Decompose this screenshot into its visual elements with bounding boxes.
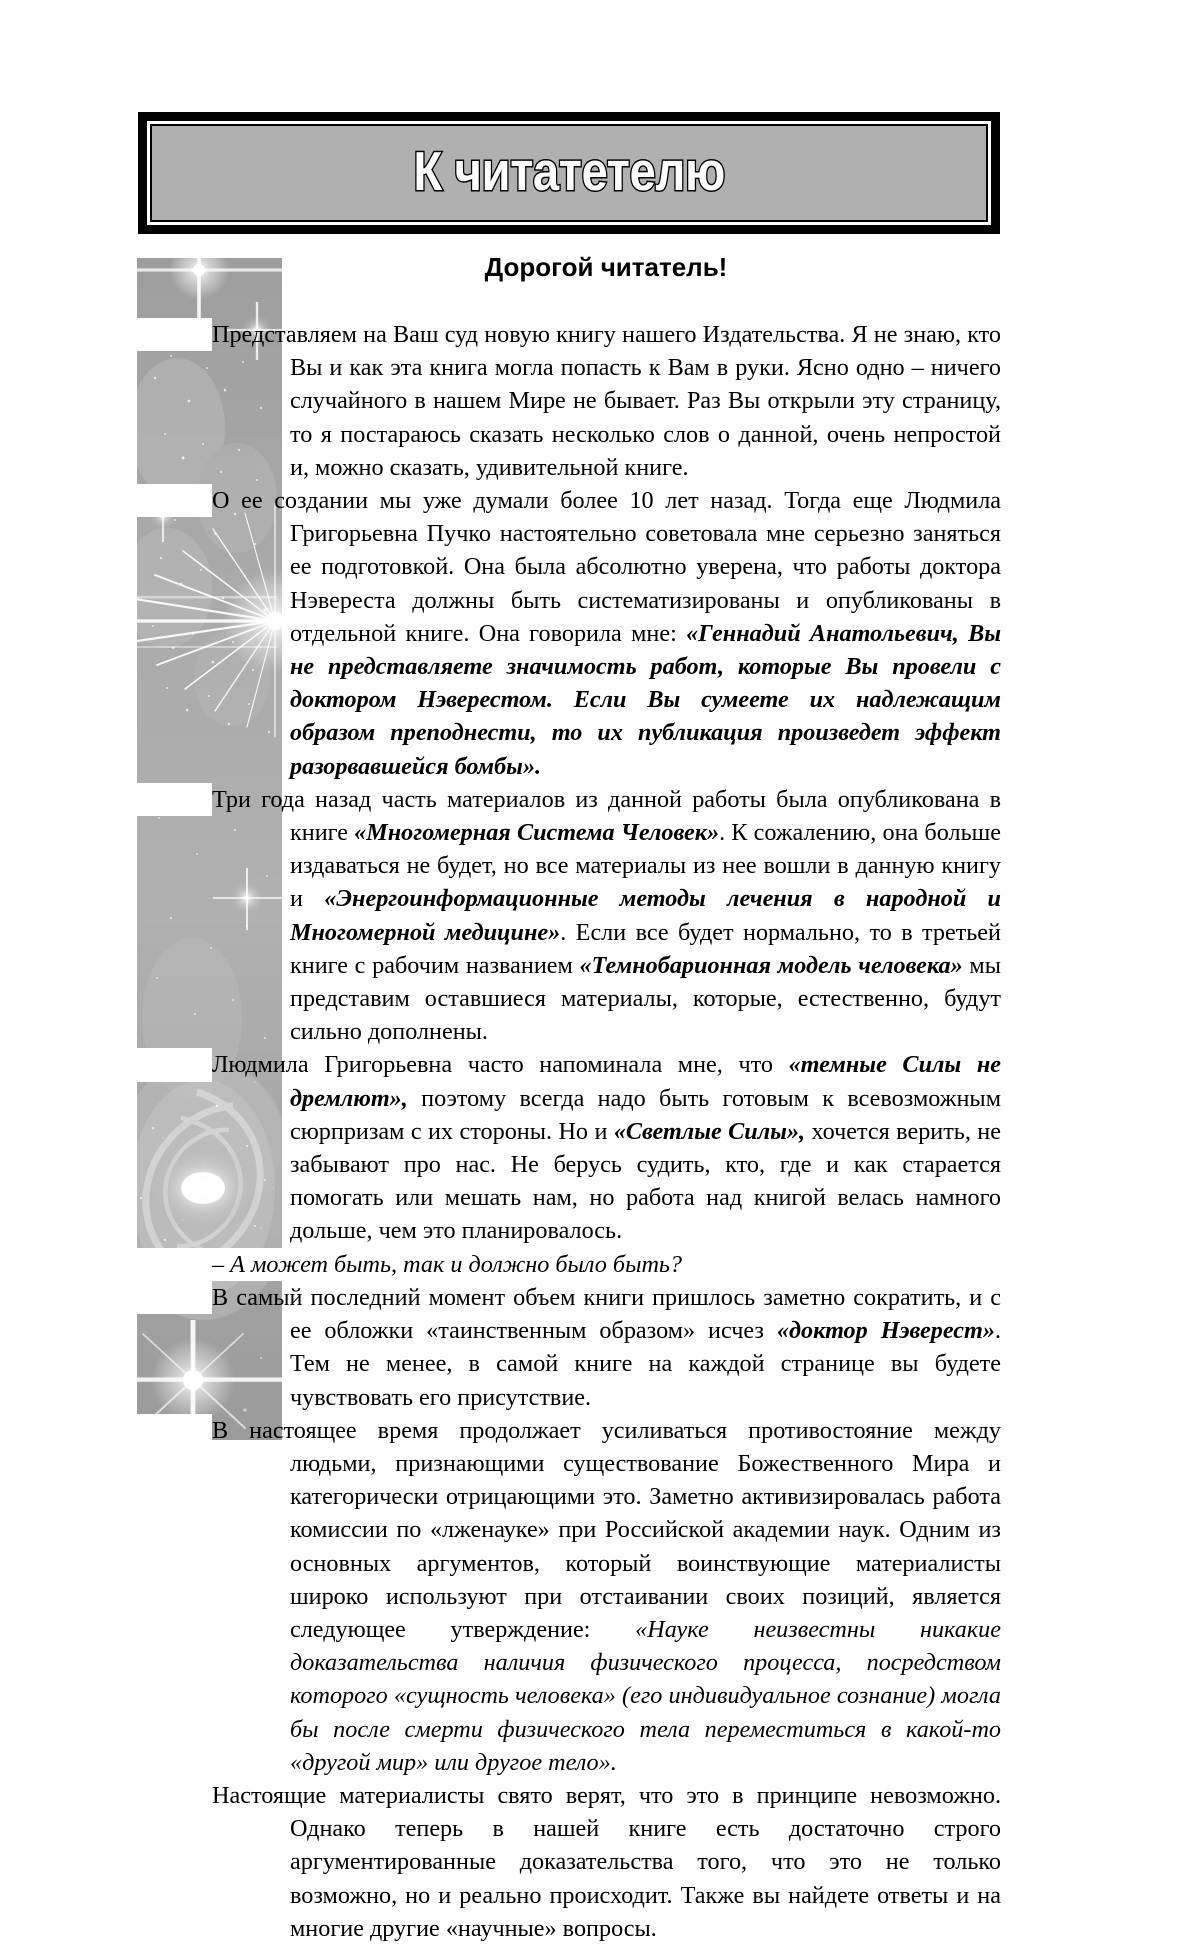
paragraph-5-aside [212, 1248, 1001, 1281]
paragraph-5-run-1: – А может быть, так и должно было быть? [212, 1250, 683, 1278]
paragraph-4-quote-2: «Светлые Силы», [613, 1117, 806, 1145]
paragraph-6-run-1: В самый последний момент объем книги пришлось заметно сократить, и с ее обложки «таинственным образом» исчез [212, 1283, 1001, 1345]
paragraph-4-run-5: хочется верить, не забывают про нас. Не берусь судить, кто, где и как старается помогать или мешать нам, но работа над книгой велась намного дольше, чем это планировалось. [290, 1117, 1001, 1245]
paragraph-4-run-1: Людмила Григорьевна часто напоминала мне, что [212, 1051, 789, 1079]
paragraph-6-quote: «доктор Нэверест» [776, 1317, 995, 1345]
paragraph-3-run-5: . Если все будет нормально, то в третьей книге с рабочим названием [290, 918, 1001, 979]
paragraph-3-run-3: . К сожалению, она больше издаваться не будет, но все материалы из нее вошли в данную книгу и [290, 819, 1001, 913]
paragraph-2-quote: «Геннадий Анатольевич, Вы не представляете значимость работ, которые Вы провели с доктором Нэверестом. Если Вы сумеете их надлежащим образом преподнести, то их публикация произведет эффект разорвавшейся бомбы». [290, 619, 1001, 780]
paragraph-8-run-1: Настоящие материалисты свято верят, что это в принципе невозможно. Однако теперь в нашей книге есть достаточно строго аргументированные доказательства того, что это не только возможно, но и реально происходит. Также вы найдете ответы и на многие другие «научные» вопросы. [212, 1781, 1001, 1942]
paragraph-7-run-1: В настоящее время продолжает усиливаться противостояние между людьми, признающими существование Божественного Мира и категорически отрицающими это. Заметно активизировалась работа комиссии по «лженауке» при Российской академии наук. Одним из основных аргументов, который воинствующие материалисты широко используют при отстаивании своих позиций, является следующее утверждение: [212, 1416, 1001, 1643]
paragraph-3-run-7: мы представим оставшиеся материалы, которые, естественно, будут сильно дополнены. [290, 951, 1001, 1046]
paragraph-6 [212, 1281, 1001, 1414]
header-banner-fill [150, 124, 988, 222]
paragraph-4-quote-1: «темные Силы не дремлют», [290, 1051, 1001, 1112]
header-banner-white-gap [147, 121, 991, 225]
paragraph-6-run-3: . Тем не менее, в самой книге на каждой странице вы будете чувствовать его присутствие. [290, 1317, 1001, 1411]
book-title-1: «Многомерная Система Человек» [354, 819, 720, 847]
book-title-2: «Энергоинформационные методы лечения в народной и Многомерной медицине» [290, 885, 1001, 946]
paragraph-3-run-1: Три года назад часть материалов из данной работы была опубликована в книге [212, 785, 1001, 847]
greeting-heading: Дорогой читатель! [484, 252, 728, 282]
paragraph-8 [212, 1779, 1001, 1945]
paragraph-3 [212, 783, 1001, 1049]
book-title-3: «Темнобарионная модель человека» [579, 951, 963, 979]
paragraph-4 [212, 1048, 1001, 1247]
body-text [212, 318, 1001, 1945]
paragraph-7 [212, 1414, 1001, 1779]
page-title: К читатетелю [413, 139, 725, 202]
chapter-header-banner [138, 112, 1000, 234]
paragraph-7-quote: «Науке неизвестны никакие доказательства наличия физического процесса, посредством которого «сущность человека» (его индивидуальное сознание) могла бы после смерти физического тела переместиться в какой-то «другой мир» или другое тело». [290, 1615, 1001, 1776]
paragraph-2 [212, 484, 1001, 783]
paragraph-1 [212, 318, 1001, 484]
paragraph-4-run-3: поэтому всегда надо быть готовым к всевозможным сюрпризам с их стороны. Но и [290, 1084, 1001, 1145]
paragraph-2-run-1: О ее создании мы уже думали более 10 лет назад. Тогда еще Людмила Григорьевна Пучко настоятельно советовала мне серьезно заняться ее подготовкой. Она была абсолютно уверена, что работы доктора Нэвереста должны быть систематизированы и опубликованы в отдельной книге. Она говорила мне: [212, 487, 1001, 647]
paragraph-1-run-1: Представляем на Ваш суд новую книгу нашего Издательства. Я не знаю, кто Вы и как эта книга могла попасть к Вам в руки. Ясно одно – ничего случайного в нашем Мире не бывает. Раз Вы открыли эту страницу, то я постараюсь сказать несколько слов о данной, очень непростой и, можно сказать, удивительной книге. [212, 321, 1001, 481]
